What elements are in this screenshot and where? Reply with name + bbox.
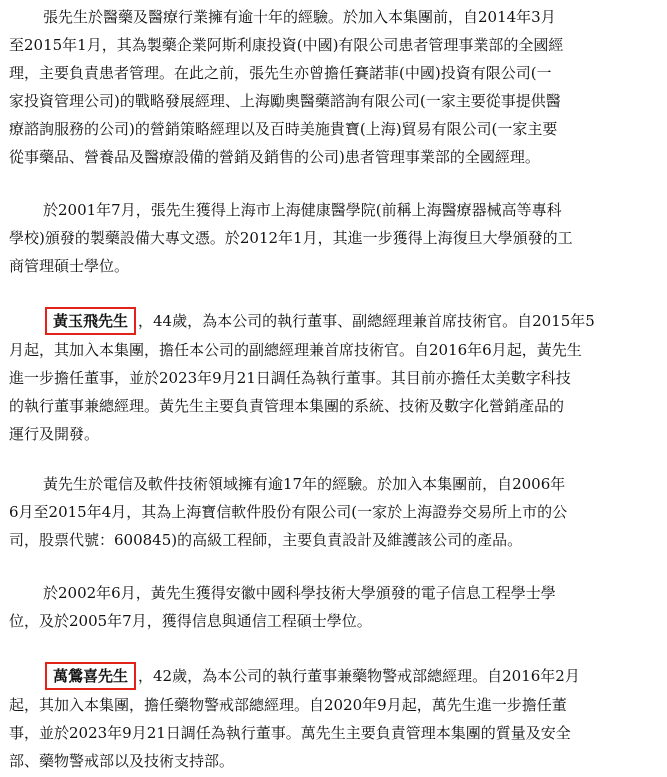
- person-name-highlight: 萬鶯喜先生: [45, 662, 136, 690]
- text-line: 至2015年1月，其為製藥企業阿斯利康投資(中國)有限公司患者管理事業部的全國經: [9, 36, 564, 54]
- text-line: 張先生於醫藥及醫療行業擁有逾十年的經驗。於加入本集團前，自2014年3月: [43, 8, 556, 26]
- text-line: 進一步擔任董事，並於2023年9月21日調任為執行董事。其目前亦擔任太美數字科技: [9, 369, 571, 387]
- text-line: 6月至2015年4月，其為上海寶信軟件股份有限公司(一家於上海證券交易所上市的公: [9, 503, 568, 521]
- text-line: [9, 661, 661, 691]
- text-line: 運行及開發。: [9, 425, 100, 443]
- text-line: 起，其加入本集團，擔任藥物警戒部總經理。自2020年9月起，萬先生進一步擔任董: [9, 696, 567, 714]
- text-line: 事，並於2023年9月21日調任為執行董事。萬先生主要負責管理本集團的質量及安全: [9, 724, 571, 742]
- text-line: 理，主要負責患者管理。在此之前，張先生亦曾擔任賽諾菲(中國)投資有限公司(一: [9, 64, 552, 82]
- text-line: 司，股票代號：600845)的高級工程師，主要負責設計及維護該公司的產品。: [9, 531, 523, 549]
- person-name-highlight: 黃玉飛先生: [45, 307, 136, 335]
- text-line: 於2002年6月，黃先生獲得安徽中國科學技術大學頒發的電子信息工程學士學: [43, 584, 556, 602]
- text-fragment: ，44歲，為本公司的執行董事、副總經理兼首席技術官。自2015年5: [138, 312, 595, 330]
- text-line: [9, 306, 661, 336]
- text-line: 學校)頒發的製藥設備大專文憑。於2012年1月，其進一步獲得上海復旦大學頒發的工: [9, 229, 573, 247]
- paragraph-wan-profile: [9, 661, 661, 775]
- text-line: 部、藥物警戒部以及技術支持部。: [9, 752, 235, 770]
- text-line: 的執行董事兼總經理。黃先生主要負責管理本集團的系統、技術及數字化營銷產品的: [9, 397, 565, 415]
- paragraph-huang-experience: [9, 470, 661, 554]
- text-line: 位，及於2005年7月，獲得信息與通信工程碩士學位。: [9, 612, 372, 630]
- paragraph-huang-education: [9, 579, 661, 635]
- text-line: 療諮詢服務的公司)的營銷策略經理以及百時美施貴寶(上海)貿易有限公司(一家主要: [9, 120, 558, 138]
- text-line: 商管理碩士學位。: [9, 257, 130, 275]
- paragraph-huang-profile: [9, 306, 661, 448]
- text-fragment: ，42歲，為本公司的執行董事兼藥物警戒部總經理。自2016年2月: [138, 667, 580, 685]
- text-line: 黃先生於電信及軟件技術領域擁有逾17年的經驗。於加入本集團前，自2006年: [43, 475, 566, 493]
- paragraph-zhang-experience: [9, 3, 661, 171]
- text-line: 月起，其加入本集團，擔任本公司的副總經理兼首席技術官。自2016年6月起，黃先生: [9, 341, 582, 359]
- text-line: 從事藥品、營養品及醫療設備的營銷及銷售的公司)患者管理事業部的全國經理。: [9, 148, 540, 166]
- paragraph-zhang-education: [9, 196, 661, 280]
- text-line: 於2001年7月，張先生獲得上海市上海健康醫學院(前稱上海醫療器械高等專科: [43, 201, 562, 219]
- text-line: 家投資管理公司)的戰略發展經理、上海勵奧醫藥諮詢有限公司(一家主要從事提供醫: [9, 92, 561, 110]
